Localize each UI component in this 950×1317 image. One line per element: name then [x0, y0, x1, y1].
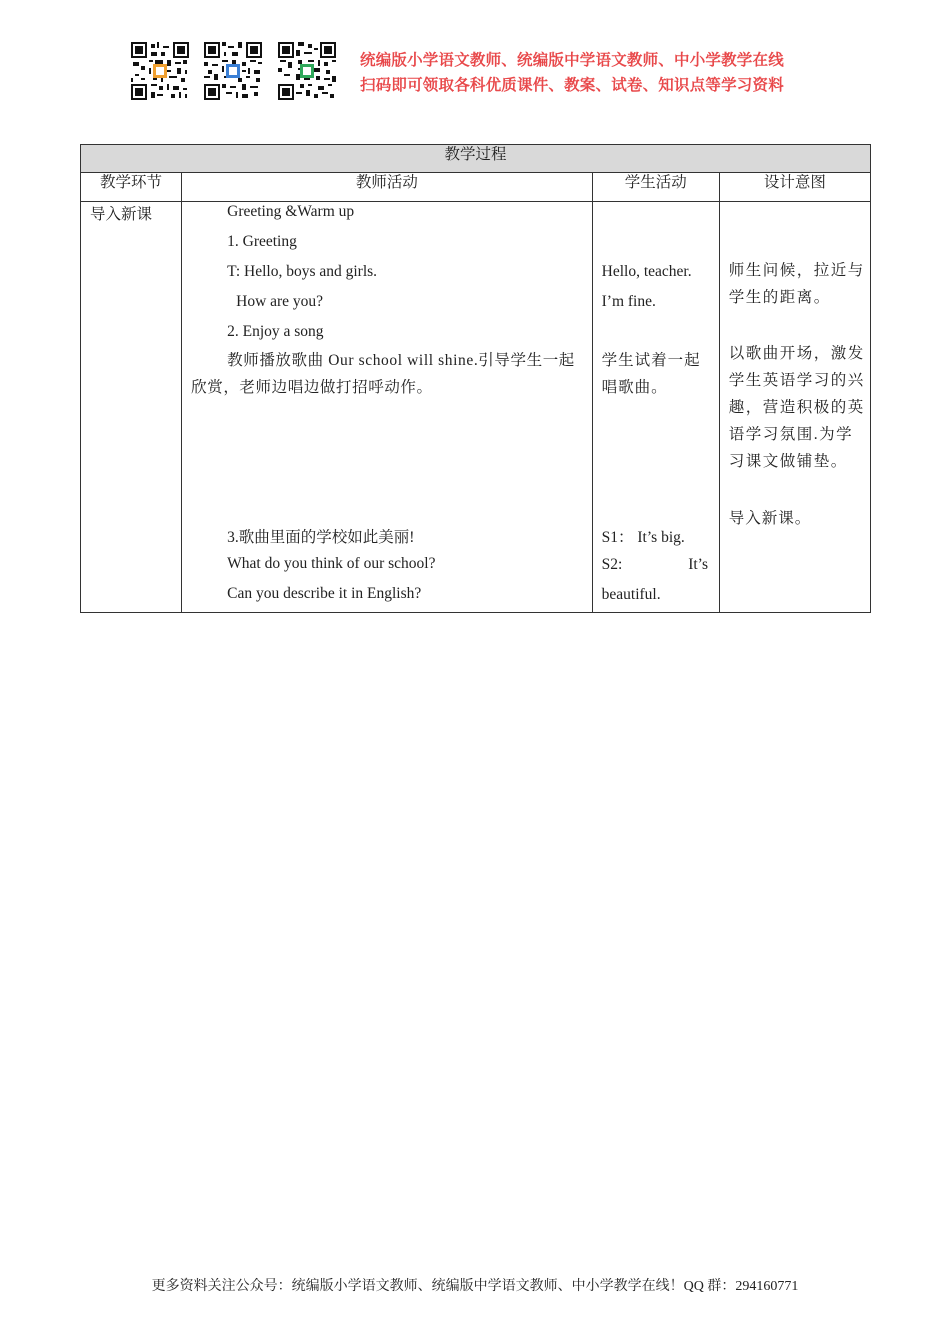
column-header-stage: 教学环节 [81, 173, 182, 202]
teacher-line-how-are-you: How are you? [236, 293, 324, 310]
teacher-line-greeting: 1. Greeting [227, 233, 297, 250]
teacher-line-play-song: 教师播放歌曲 Our school will shine.引导学生一起欣赏，老师边唱边做打招呼动作。 [191, 352, 575, 396]
intent-song: 以歌曲开场，激发学生英语学习的兴趣，营造积极的英语学习氛围.为学习课文做铺垫。 [728, 345, 865, 470]
student-line-fine: I’m fine. [601, 293, 656, 310]
lesson-process-table [80, 144, 871, 613]
footer-note: 更多资料关注公众号：统编版小学语文教师、统编版中学语文教师、中小学教学在线！QQ 群：294160771 [151, 1279, 799, 1294]
design-intent-cell [719, 202, 870, 613]
teacher-line-warmup: Greeting &Warm up [227, 203, 355, 220]
column-header-student-activity: 学生活动 [592, 173, 719, 202]
student-line-sing: 学生试着一起唱歌曲。 [601, 352, 701, 396]
student-line-hello-teacher: Hello, teacher. [601, 263, 692, 280]
student-activity-cell [592, 202, 719, 613]
banner-line-2: 扫码即可领取各科优质课件、教案、试卷、知识点等学习资料 [360, 76, 784, 94]
table-title: 教学过程 [81, 145, 871, 173]
table-row [81, 202, 871, 613]
banner-line-1: 统编版小学语文教师、统编版中学语文教师、中小学教学在线 [360, 51, 784, 69]
promo-banner [360, 48, 784, 98]
teacher-line-enjoy-song: 2. Enjoy a song [227, 323, 324, 340]
student-line-s2: S2: It’s beautiful. [601, 556, 708, 603]
student-line-s1: S1： It’s big. [601, 529, 685, 546]
stage-cell [81, 202, 182, 613]
stage-label: 导入新课 [90, 206, 153, 223]
column-header-teacher-activity: 教师活动 [182, 173, 593, 202]
teacher-line-beautiful-school: 3.歌曲里面的学校如此美丽! [227, 529, 415, 546]
teacher-activity-cell [182, 202, 593, 613]
qr-code-2[interactable] [204, 42, 262, 100]
teacher-line-hello: T: Hello, boys and girls. [227, 263, 378, 280]
intent-lead-in: 导入新课。 [728, 510, 812, 527]
teacher-line-what-think: What do you think of our school? [227, 555, 436, 572]
qr-code-3[interactable] [278, 42, 336, 100]
qr-code-1[interactable] [131, 42, 189, 100]
teacher-line-describe: Can you describe it in English? [227, 585, 422, 602]
intent-greeting: 师生问候，拉近与学生的距离。 [728, 262, 865, 306]
column-header-design-intent: 设计意图 [719, 173, 870, 202]
